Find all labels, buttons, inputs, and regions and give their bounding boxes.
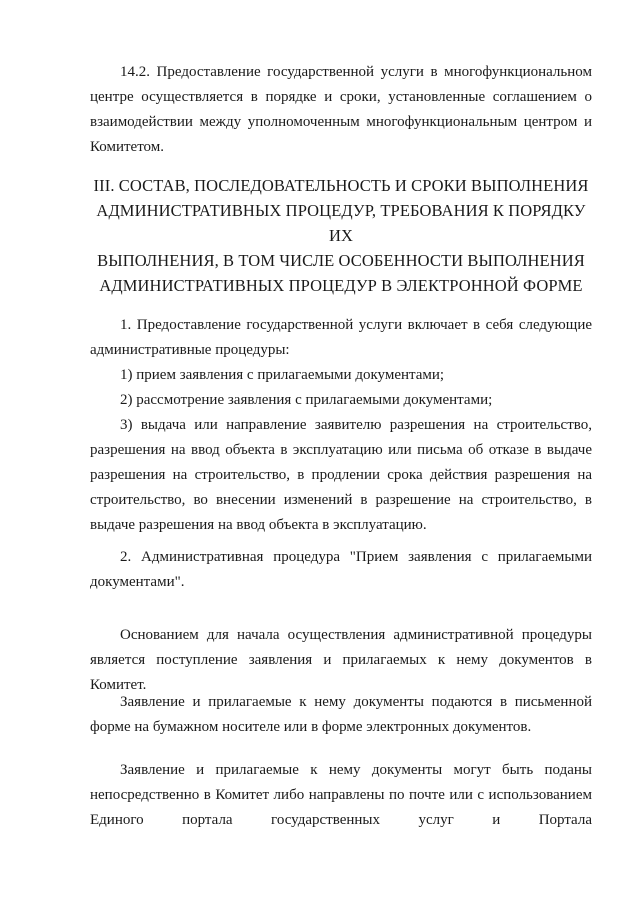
paragraph-1-intro: 1. Предоставление государственной услуги включает в себя следующие административные процедуры: [90,317,592,358]
section-heading-line: АДМИНИСТРАТИВНЫХ ПРОЦЕДУР, ТРЕБОВАНИЯ К ПОРЯДКУ [96,201,586,220]
section-heading-line: III. СОСТАВ, ПОСЛЕДОВАТЕЛЬНОСТЬ И СРОКИ ВЫПОЛНЕНИЯ [93,176,589,195]
section-heading-line: ВЫПОЛНЕНИЯ, В ТОМ ЧИСЛЕ ОСОБЕННОСТИ ВЫПОЛНЕНИЯ [97,251,585,270]
paragraph-may-be-submitted: Заявление и прилагаемые к нему документы могут быть поданы непосредственно в Комитет либо направлены по почте или с использованием Единого портала государственных услуг и Портала [90,762,592,828]
section-heading [90,173,592,298]
paragraph-14-2: 14.2. Предоставление государственной услуги в многофункциональном центре осуществляется в порядке и сроки, установленные соглашением о взаимодействии между уполномоченным многофункциональным центром и Комитетом. [90,64,592,155]
section-heading-line: ИХ [328,226,354,245]
paragraph-basis: Основанием для начала осуществления административной процедуры является поступление заявления и прилагаемых к нему документов в Комитет. [90,627,592,693]
list-item-1: 1) прием заявления с прилагаемыми документами; [120,367,445,383]
section-heading-line: АДМИНИСТРАТИВНЫХ ПРОЦЕДУР В ЭЛЕКТРОННОЙ ФОРМЕ [99,276,583,295]
list-item-2: 2) рассмотрение заявления с прилагаемыми документами; [120,392,493,408]
paragraph-2: 2. Административная процедура "Прием заявления с прилагаемыми документами". [90,549,592,590]
paragraph-submitted: Заявление и прилагаемые к нему документы подаются в письменной форме на бумажном носителе или в форме электронных документов. [90,694,592,735]
list-item-3: 3) выдача или направление заявителю разрешения на строительство, разрешения на ввод объекта в эксплуатацию или письма об отказе в выдаче разрешения на строительство, в продлении срока действия разрешения на строительство, во внесении изменений в разрешение на строительство, в выдаче разрешения на ввод объекта в эксплуатацию. [90,417,592,533]
